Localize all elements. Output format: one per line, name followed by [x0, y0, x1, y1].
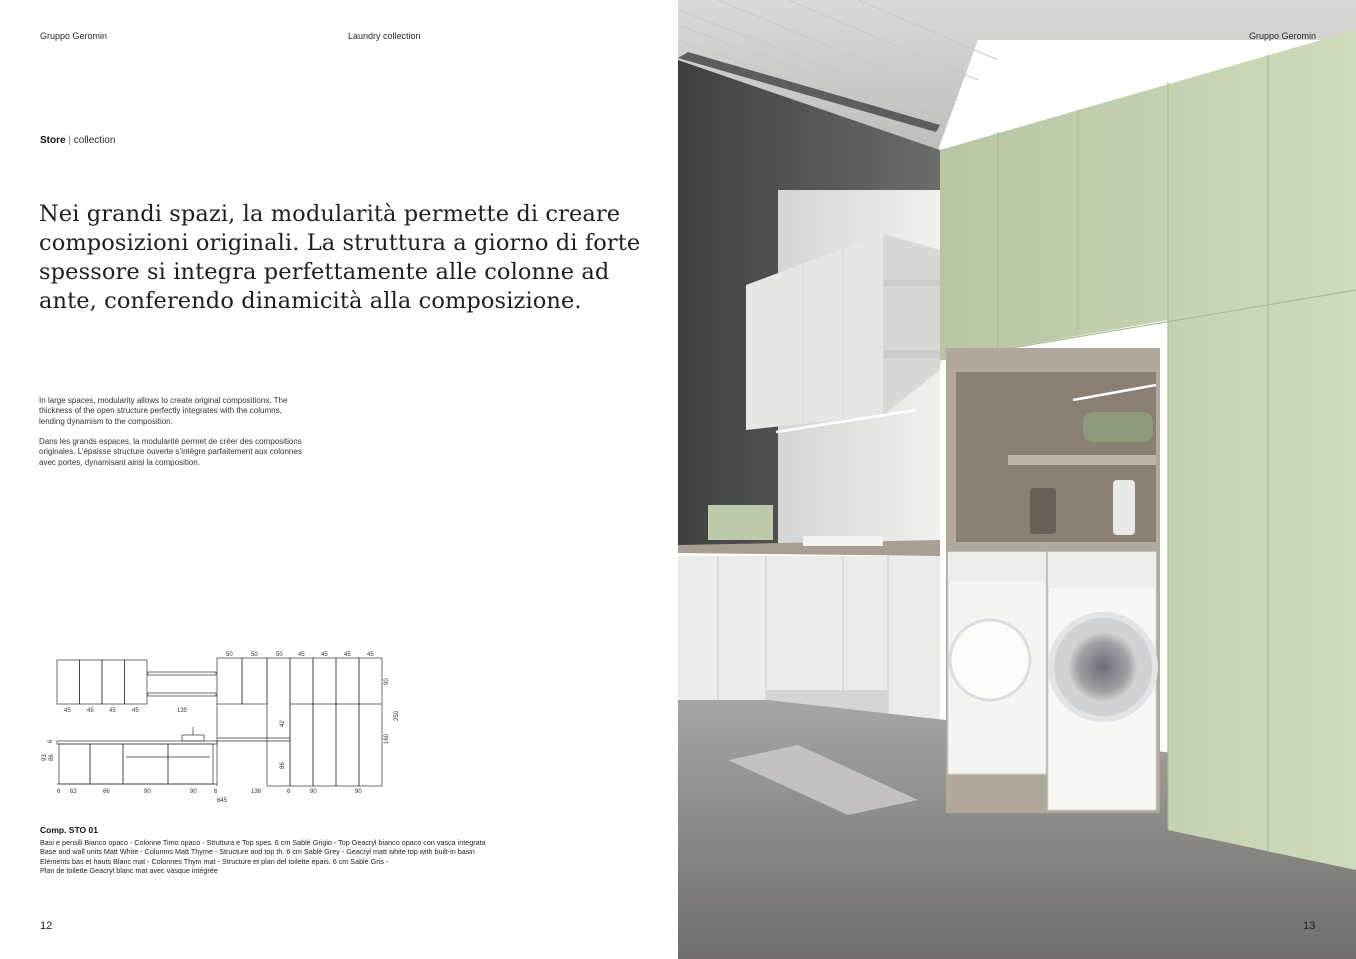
right-page: [678, 0, 1356, 959]
open-shelf-2: [883, 350, 940, 358]
section-name: Store: [40, 135, 66, 146]
dim-b-6c: 6: [287, 789, 291, 795]
niche-shelf: [1008, 455, 1156, 465]
composition-title: Comp. STO 01: [40, 825, 98, 835]
composition-line-fr2: Plan de toilette Geacryl blanc mat avec vasque intégrée: [40, 865, 218, 875]
washer-drum: [1067, 631, 1139, 703]
towel-stack: [1083, 412, 1153, 442]
dim-b-6a: 6: [57, 789, 61, 795]
wall-unit-6: [242, 658, 267, 704]
base-unit-2: [90, 744, 123, 784]
open-shelf-1: [883, 280, 940, 286]
dim-left-2: 45: [87, 708, 94, 714]
dim-b-66: 66: [103, 789, 110, 795]
base-unit-1: [59, 744, 90, 784]
column-1: [290, 658, 313, 786]
basin: [182, 735, 204, 741]
dim-v-250: 250: [394, 710, 400, 721]
wall-unit-5: [217, 658, 242, 704]
column-4: [359, 658, 382, 786]
dim-h-86: 86: [49, 754, 55, 761]
paragraph-english: In large spaces, modularity allows to create original compositions. The thickness of the open structure perfectly integrates with the columns, lending dynamism to the composition.: [39, 396, 288, 426]
dim-top-r3: 50: [276, 652, 283, 658]
open-shelf-top: [148, 672, 216, 675]
dim-top-r6: 45: [344, 652, 351, 658]
dim-b-90a: 90: [144, 789, 151, 795]
technical-drawing: [36, 645, 406, 810]
dim-b-90d: 90: [355, 789, 362, 795]
dim-v-42: 42: [280, 720, 286, 727]
dim-b-138: 138: [251, 789, 262, 795]
laundry-basket: [708, 505, 773, 540]
composition-line-it: Basi e pensili Bianco opaco - Colonne Timo opaco - Struttura e Top spes. 6 cm Sablè Grigio - Top Geacryl bianco opaco con vasca integrata: [40, 838, 486, 848]
dim-h-93: 93: [42, 754, 48, 761]
bottle: [1113, 480, 1135, 535]
wall-unit-2: [80, 660, 103, 704]
header-collection-title: Laundry collection: [348, 31, 421, 41]
page-number-right: 13: [1303, 920, 1316, 932]
wall-unit-4: [125, 660, 148, 704]
washer-control-panel: [1048, 552, 1156, 588]
column-2: [313, 658, 336, 786]
dim-top-r4: 45: [298, 652, 305, 658]
dim-top-r5: 45: [321, 652, 328, 658]
section-label: [40, 135, 115, 146]
composition-block: [40, 826, 520, 875]
header-brand-right: Gruppo Geromin: [1249, 31, 1317, 41]
open-structure: [267, 658, 290, 786]
dim-top-r7: 45: [367, 652, 374, 658]
column-3: [336, 658, 359, 786]
base-unit-3: [123, 744, 168, 784]
dim-top-r1: 50: [226, 652, 233, 658]
dim-left-3: 45: [109, 708, 116, 714]
section-suffix: collection: [73, 135, 116, 146]
dim-b-6b: 6: [214, 789, 218, 795]
dim-left-4: 45: [132, 708, 139, 714]
laundry-room-photo: [678, 0, 1356, 959]
dim-h-6: 6: [48, 739, 54, 743]
paragraph-french: Dans les grands espaces, la modularité permet de créer des compositions originales. L’épaisse structure ouverte s’intègre parfaitement aux colonnes avec portes, dynamisant ainsi la composition.: [39, 437, 302, 467]
page-number-left: 12: [40, 920, 53, 932]
lead-text: Nei grandi spazi, la modularità permette di creare composizioni originali. La struttura a giorno di forte spessore si integra perfettamente alle colonne ad ante, conferendo dinamicità alla composizione.: [39, 201, 641, 314]
open-shelf-bottom: [148, 693, 216, 696]
base-unit-4: [168, 744, 213, 784]
section-separator: |: [68, 135, 71, 146]
dim-b-63: 63: [70, 789, 77, 795]
jar: [1030, 488, 1056, 534]
wall-unit-1: [57, 660, 80, 704]
dim-shelf: 135: [177, 708, 188, 714]
header-brand-left: Gruppo Geromin: [40, 31, 108, 41]
composition-line-en: Base and wall units Matt White - Columns Matt Thyme - Structure and top th. 6 cm Sablè Grey - Geacryl matt white top with built-in basin: [40, 847, 475, 857]
dim-b-90b: 90: [190, 789, 197, 795]
base-top: [57, 741, 217, 744]
dim-left-1: 45: [64, 708, 71, 714]
dim-total: 645: [217, 798, 228, 804]
dryer-door: [950, 620, 1030, 700]
dim-b-90c: 90: [310, 789, 317, 795]
dim-v-160: 160: [384, 733, 390, 744]
dryer-control-panel: [948, 552, 1046, 582]
composition-line-fr: Eléments bas et hauts Blanc mat - Colonnes Thym mat - Structure et plan del toilette épais. 6 cm Sablè Gris -: [40, 856, 389, 866]
dim-top-r2: 50: [251, 652, 258, 658]
basin-top: [803, 536, 883, 546]
dim-v-90: 90: [384, 678, 390, 685]
dim-v-86: 86: [280, 762, 286, 769]
wall-unit-3: [102, 660, 125, 704]
